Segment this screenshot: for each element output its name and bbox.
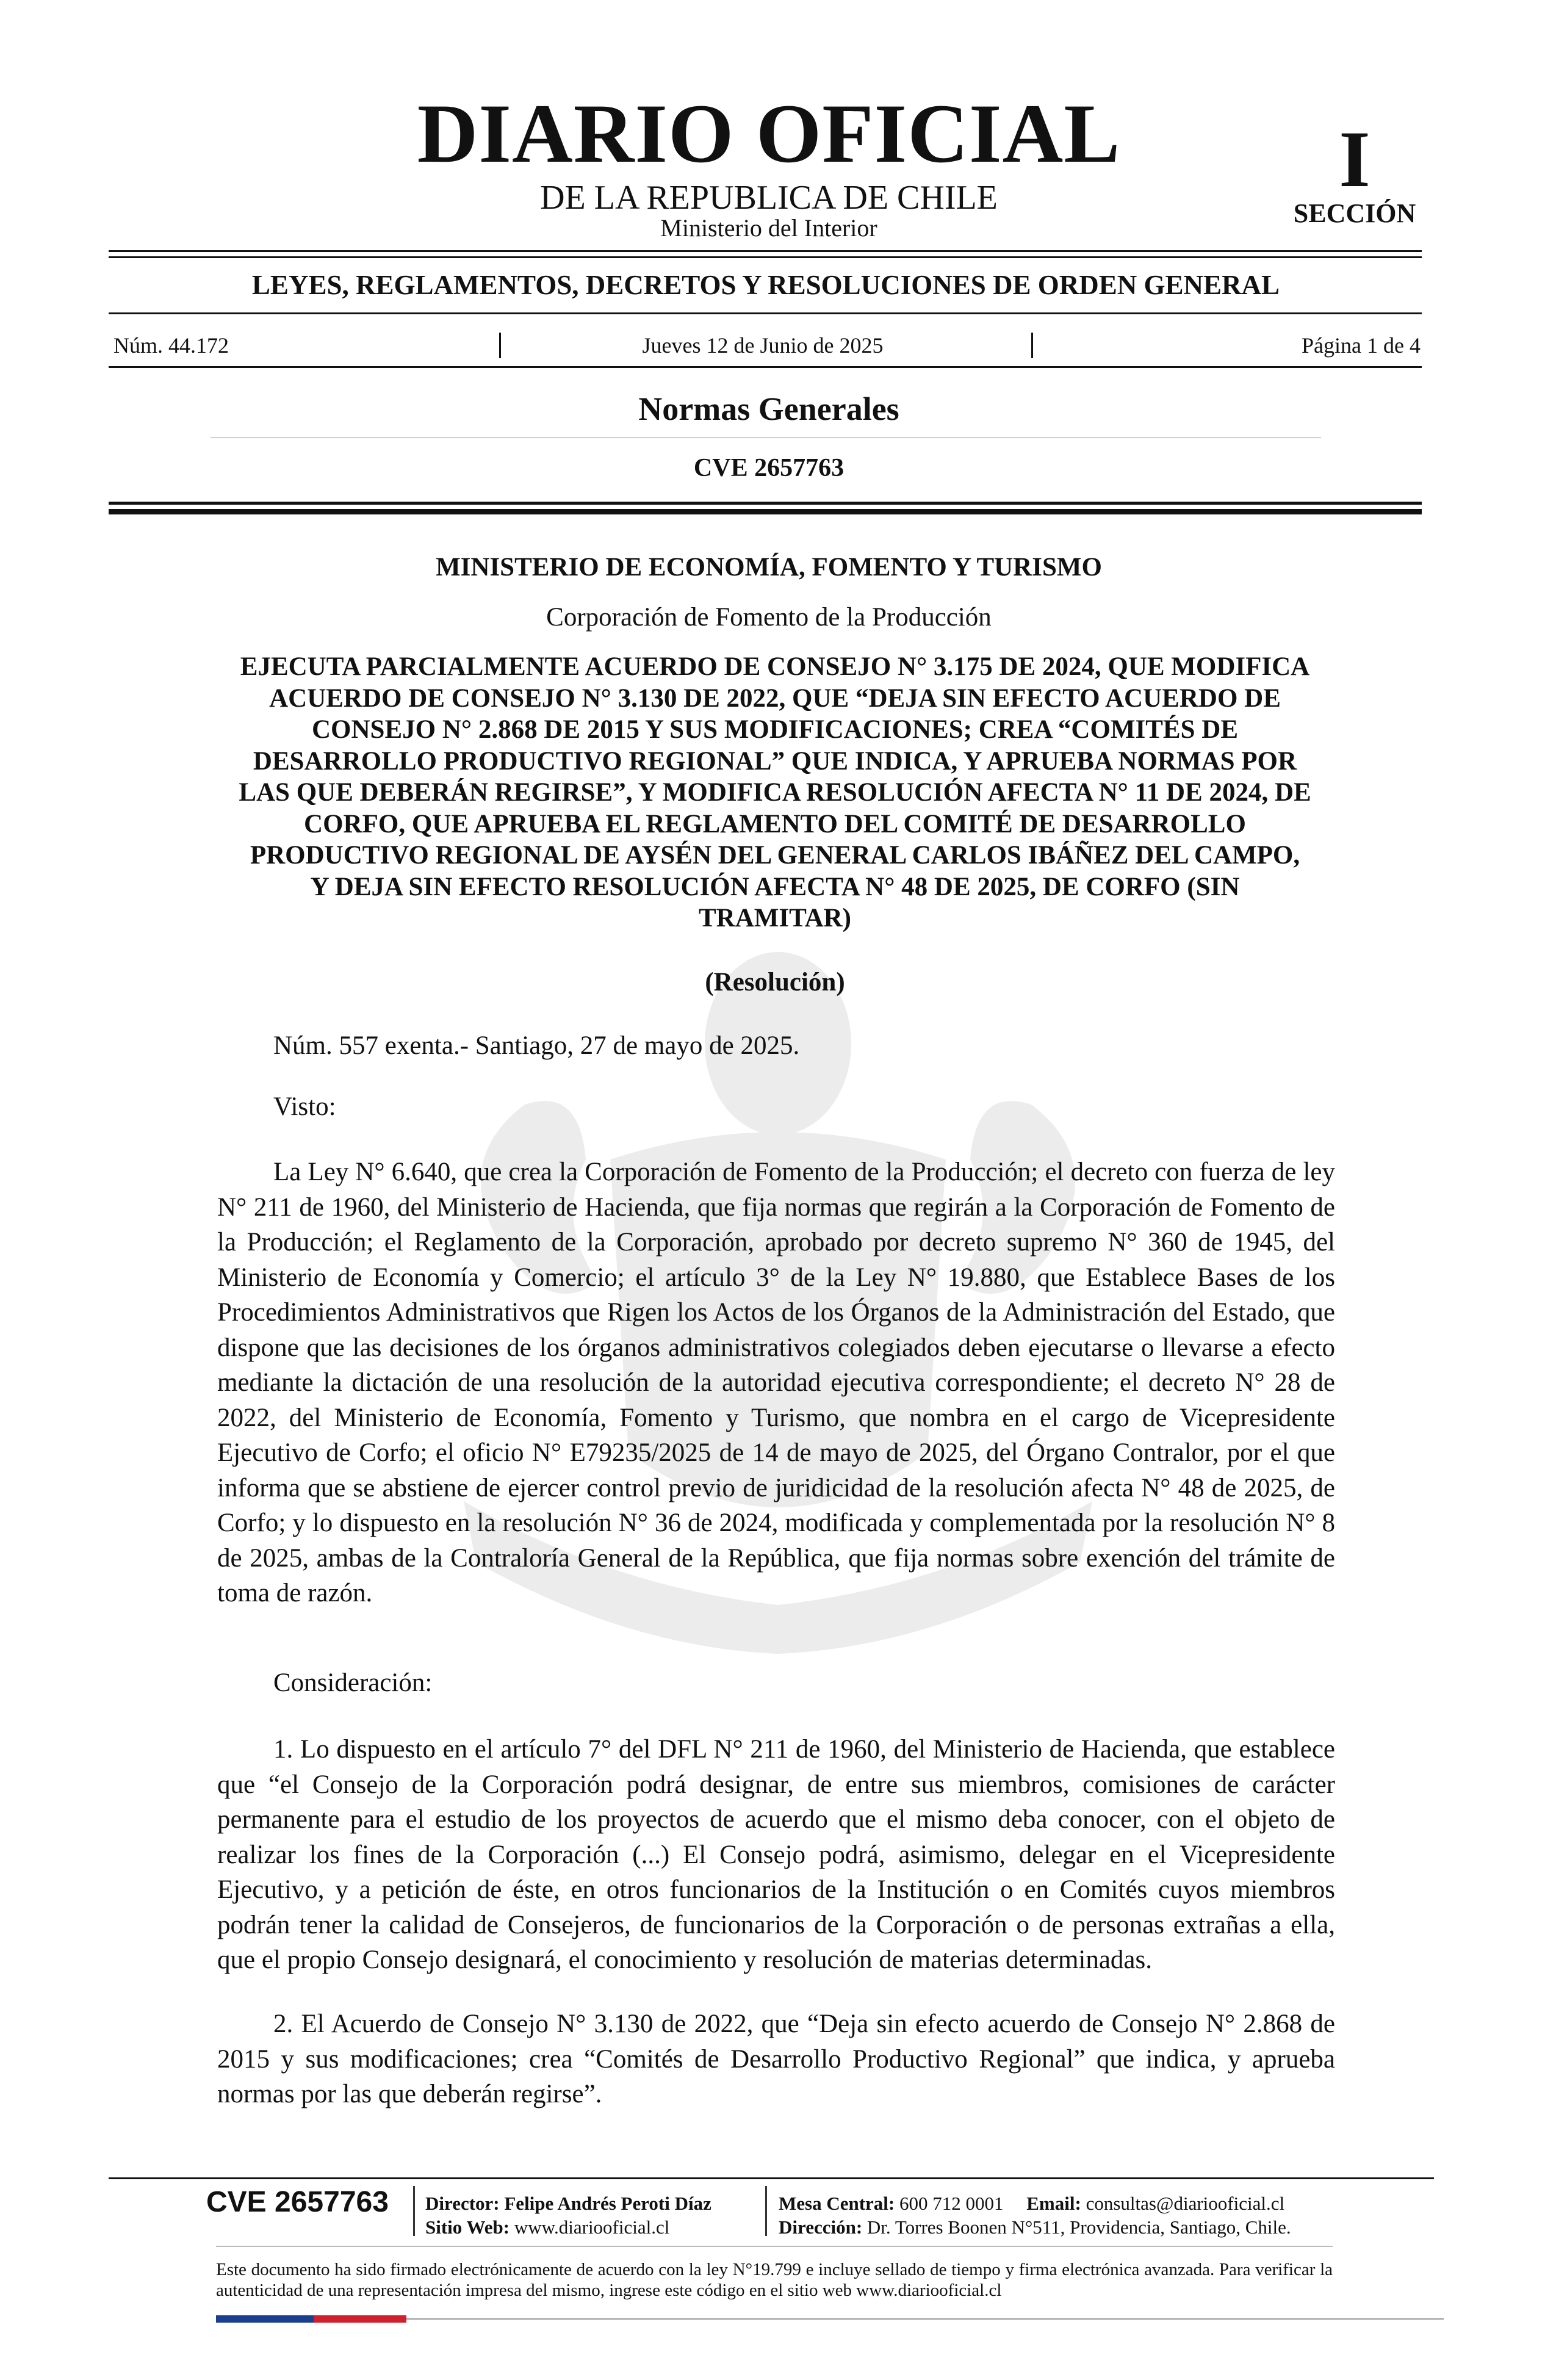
banner-heading: LEYES, REGLAMENTOS, DECRETOS Y RESOLUCIONES DE ORDEN GENERAL xyxy=(251,270,1280,300)
header-bar-bottom xyxy=(109,509,1422,514)
ministry-heading: MINISTERIO DE ECONOMÍA, FOMENTO Y TURISMO xyxy=(436,553,1102,582)
flag-stripe-red xyxy=(314,2315,406,2323)
email-link[interactable]: consultas@diariooficial.cl xyxy=(1086,2193,1285,2214)
footer-director xyxy=(425,2194,711,2213)
footer-address xyxy=(779,2218,1291,2237)
bottom-rule xyxy=(406,2318,1444,2320)
mesa-label: Mesa Central: xyxy=(779,2193,895,2214)
footer-divider xyxy=(109,2177,1434,2179)
footer-separator xyxy=(413,2186,415,2236)
cve-code: CVE 2657763 xyxy=(693,454,845,482)
disclaimer-divider xyxy=(216,2246,1333,2247)
section-label: SECCIÓN xyxy=(1293,198,1416,228)
meta-divider xyxy=(109,366,1422,368)
footer-cve-code: CVE 2657763 xyxy=(206,2186,389,2218)
website-link[interactable]: www.diariooficial.cl xyxy=(514,2216,670,2238)
website-label: Sitio Web: xyxy=(425,2216,510,2238)
footer-separator xyxy=(765,2186,767,2236)
flag-stripe-blue xyxy=(216,2315,314,2323)
visto-label: Visto: xyxy=(273,1092,336,1121)
section-numeral: I xyxy=(1339,114,1371,204)
footer-contact xyxy=(779,2194,1284,2213)
agency-name: Corporación de Fomento de la Producción xyxy=(546,603,992,632)
director-name: Felipe Andrés Peroti Díaz xyxy=(504,2193,711,2214)
issue-date: Jueves 12 de Junio de 2025 xyxy=(642,333,884,358)
director-label: Director: xyxy=(425,2193,500,2214)
resolution-number-line: Núm. 557 exenta.- Santiago, 27 de mayo de 2025. xyxy=(273,1031,800,1060)
issue-number: Núm. 44.172 xyxy=(113,333,229,358)
resolution-title: EJECUTA PARCIALMENTE ACUERDO DE CONSEJO N° 3.175 DE 2024, QUE MODIFICA ACUERDO DE CONSEJO N° 3.130 DE 2022, QUE “DEJA SIN EFECTO ACUERDO DE CONSEJO N° 2.868 DE 2015 Y SUS MODIFICACIONES; CREA “COMITÉS DE DESARROLLO PRODUCTIVO REGIONAL” QUE INDICA, Y APRUEBA NORMAS POR LAS QUE DEBERÁN REGIRSE”, Y MODIFICA RESOLUCIÓN AFECTA N° 11 DE 2024, DE CORFO, QUE APRUEBA EL REGLAMENTO DEL COMITÉ DE DESARROLLO PRODUCTIVO REGIONAL DE AYSÉN DEL GENERAL CARLOS IBÁÑEZ DEL CAMPO, Y DEJA SIN EFECTO RESOLUCIÓN AFECTA N° 48 DE 2025, DE CORFO (SIN TRAMITAR) xyxy=(239,652,1311,932)
masthead-divider-bottom xyxy=(109,256,1422,258)
newspaper-ministry: Ministerio del Interior xyxy=(660,214,877,242)
banner-divider xyxy=(109,312,1422,314)
footer-website xyxy=(425,2218,669,2237)
masthead-divider-top xyxy=(109,250,1422,252)
section-thin-rule xyxy=(211,437,1321,438)
consideracion-item: 1. Lo dispuesto en el artículo 7° del DFL N° 211 de 1960, del Ministerio de Hacienda, que establece que “el Consejo de la Corporación podrá designar, de entre sus miembros, comisiones de carácter permanente para el estudio de los proyectos de acuerdo que el mismo deba conocer, con el objeto de realizar los fines de la Corporación (...) El Consejo podrá, asimismo, delegar en el Vicepresidente Ejecutivo, y a petición de éste, en otros funcionarios de la Institución o en Comités cuyos miembros podrán tener la calidad de Consejeros, de funcionarios de la Corporación o de personas extrañas a ella, que el propio Consejo designará, el conocimiento y resolución de materias determinadas. xyxy=(217,1735,1335,1974)
mesa-phone: 600 712 0001 xyxy=(899,2193,1004,2214)
address-value: Dr. Torres Boonen N°511, Providencia, Santiago, Chile. xyxy=(866,2216,1291,2238)
consideracion-item: 2. El Acuerdo de Consejo N° 3.130 de 2022, que “Deja sin efecto acuerdo de Consejo N° 2.868 de 2015 y sus modificaciones; crea “Comités de Desarrollo Productivo Regional” que indica, y aprueba normas por las que deberán regirse”. xyxy=(217,2010,1335,2108)
page-indicator: Página 1 de 4 xyxy=(1302,333,1421,358)
signature-disclaimer: Este documento ha sido firmado electrónicamente de acuerdo con la ley N°19.799 e incluye sellado de tiempo y firma electrónica avanzada. Para verificar la autenticidad de una representación impresa del mismo, ingrese este código en el sitio web www.diariooficial.cl xyxy=(216,2260,1333,2300)
meta-separator xyxy=(499,333,501,358)
newspaper-title: DIARIO OFICIAL xyxy=(417,87,1121,180)
address-label: Dirección: xyxy=(779,2216,863,2238)
consideracion-label: Consideración: xyxy=(273,1668,433,1697)
resolution-type: (Resolución) xyxy=(705,968,845,997)
email-label: Email: xyxy=(1026,2193,1081,2214)
meta-separator xyxy=(1031,333,1033,358)
header-bar-top xyxy=(109,502,1422,505)
section-title: Normas Generales xyxy=(638,391,899,427)
newspaper-subtitle: DE LA REPUBLICA DE CHILE xyxy=(540,179,998,217)
visto-paragraph: La Ley N° 6.640, que crea la Corporación de Fomento de la Producción; el decreto con fuerza de ley N° 211 de 1960, del Ministerio de Hacienda, que fija normas que regirán a la Corporación de Fomento de la Producción; el Reglamento de la Corporación, aprobado por decreto supremo N° 360 de 1945, del Ministerio de Economía y Comercio; el artículo 3° de la Ley N° 19.880, que Establece Bases de los Procedimientos Administrativos que Rigen los Actos de los Órganos de la Administración del Estado, que dispone que las decisiones de los órganos administrativos colegiados deben ejecutarse o llevarse a efecto mediante la dictación de una resolución de la autoridad ejecutiva correspondiente; el decreto N° 28 de 2022, del Ministerio de Economía, Fomento y Turismo, que nombra en el cargo de Vicepresidente Ejecutivo de Corfo; el oficio N° E79235/2025 de 14 de mayo de 2025, del Órgano Contralor, por el que informa que se abstiene de ejercer control previo de juridicidad de la resolución afecta N° 48 de 2025, de Corfo; y lo dispuesto en la resolución N° 36 de 2024, modificada y complementada por la resolución N° 8 de 2025, ambas de la Contraloría General de la República, que fija normas sobre exención del trámite de toma de razón. xyxy=(217,1158,1335,1607)
